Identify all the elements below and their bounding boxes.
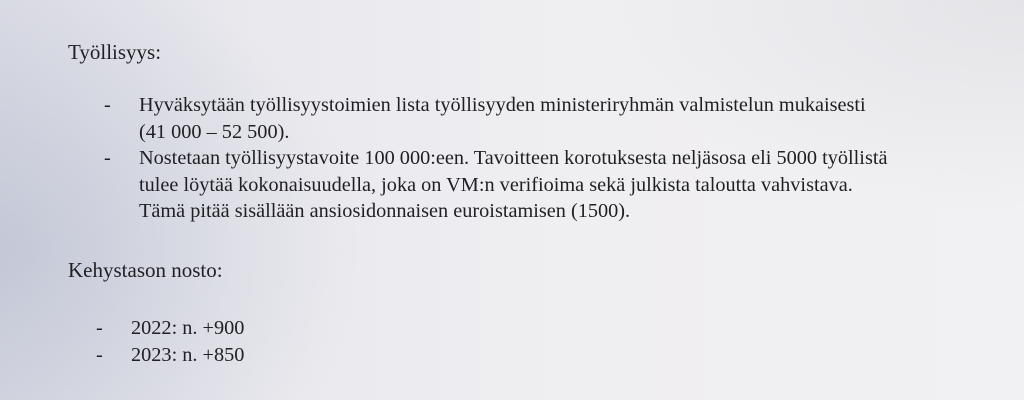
section-heading-kehystason-nosto: Kehystason nosto: xyxy=(68,258,223,282)
list-item xyxy=(0,92,1019,145)
bullet-list-kehystason-nosto xyxy=(0,315,1011,369)
text-line: Nostetaan työllisyystavoite 100 000:een. Tavoitteen korotuksesta neljäsosa eli 5000 työllistä xyxy=(139,147,888,169)
text-line: tulee löytää kokonaisuudella, joka on VM:n verifioima sekä julkista taloutta vahvistava. xyxy=(139,173,853,196)
list-item xyxy=(0,315,1011,342)
list-item xyxy=(0,145,1019,225)
list-item-text xyxy=(131,342,1011,369)
dash-bullet: - xyxy=(104,147,111,169)
text-line: 2023: n. +850 xyxy=(131,344,245,366)
text-line: Tämä pitää sisällään ansiosidonnaisen euroistamisen (1500). xyxy=(139,200,631,222)
text-line: (41 000 – 52 500). xyxy=(139,120,290,143)
bullet-list-tyollisyys xyxy=(0,92,1019,225)
dash-bullet: - xyxy=(96,317,103,339)
text-line: 2022: n. +900 xyxy=(131,317,245,339)
dash-bullet: - xyxy=(104,94,111,116)
list-item-text xyxy=(139,92,1019,145)
list-item-text xyxy=(139,145,1019,225)
list-item-text xyxy=(131,315,1011,342)
list-item xyxy=(0,342,1011,369)
text-line: Hyväksytään työllisyystoimien lista työllisyyden ministeriryhmän valmistelun mukaisesti xyxy=(139,94,866,116)
dash-bullet: - xyxy=(96,344,103,366)
section-heading-tyollisyys: Työllisyys: xyxy=(68,40,162,64)
